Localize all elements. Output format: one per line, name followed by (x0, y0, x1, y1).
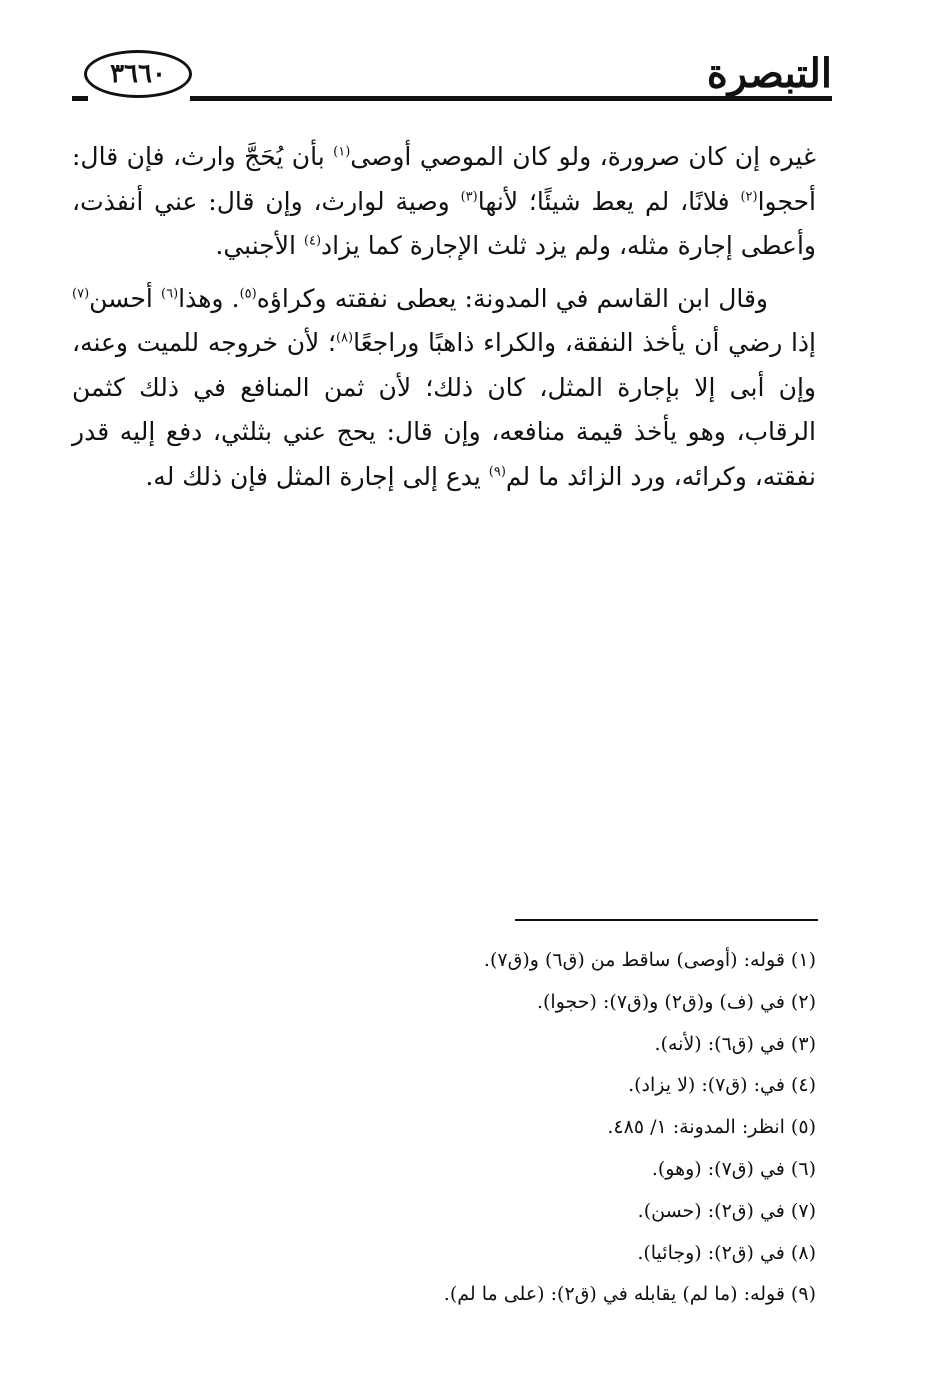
paragraph-1 (72, 135, 816, 269)
text-segment: إذا رضي أن يأخذ النفقة، والكراء ذاهبًا وراجعًا (353, 328, 816, 357)
footnote-marker: (٤) (303, 233, 322, 249)
text-segment: فلانًا، لم يعط شيئًا؛ لأنها (477, 186, 741, 216)
header-rule-left (72, 96, 88, 101)
footnote-3: (٣) في (ق٦): (لأنه). (654, 1032, 816, 1055)
footnotes (176, 940, 816, 1316)
footnote-8: (٨) في (ق٢): (وجائيا). (637, 1241, 816, 1264)
footnote-2: (٢) في (ف) و(ق٢) و(ق٧): (حجوا). (536, 990, 816, 1013)
header-rule (190, 96, 832, 101)
footnote-5: (٥) انظر: المدونة: ١/ ٤٨٥. (607, 1116, 816, 1139)
footnote-marker: (٢) (740, 189, 758, 205)
text-segment: وقال ابن القاسم في المدونة: يعطى نفقته وكراؤه (256, 283, 769, 313)
text-segment: أحسن (89, 283, 162, 313)
footnote-marker: (٦) (161, 286, 179, 302)
footnote-marker: (٧) (72, 286, 90, 302)
footnote-9: (٩) قوله: (ما لم) يقابله في (ق٢): (على ما لم). (443, 1283, 816, 1306)
footnote-7: (٧) في (ق٢): (حسن). (637, 1199, 816, 1222)
text-segment: غيره إن كان صرورة، ولو كان الموصي أوصى (350, 142, 816, 171)
page-header (72, 40, 832, 110)
text-segment: الأجنبي. (215, 231, 304, 260)
paragraph-2 (72, 277, 816, 500)
footnote-4: (٤) في: (ق٧): (لا يزاد). (628, 1074, 816, 1097)
footnote-marker: (٥) (239, 286, 257, 302)
footnote-marker: (٩) (488, 464, 506, 480)
footnote-marker: (٨) (335, 330, 354, 346)
book-title: التبصرة (706, 50, 832, 97)
text-segment: ؛ لأن خروجه للميت وعنه، وإن أبى إلا بإجارة المثل، كان ذلك؛ لأن ثمن المنافع في ذلك كثمن الرقاب، وهو يأخذ قيمة منافعه، وإن قال: يحج عني بثلثي، دفع إليه قدر نفقته، وكرائه، ورد الزائد ما لم (72, 328, 816, 491)
page-number-badge (84, 50, 192, 98)
footnote-marker: (١) (333, 144, 351, 160)
text-segment: بأن يُحَجَّ وارث، فإن قال: أحجوا (72, 142, 816, 216)
page-number: ٣٦٦٠ (110, 59, 166, 89)
footnote-1: (١) قوله: (أوصى) ساقط من (ق٦) و(ق٧). (483, 949, 816, 971)
footnote-separator (515, 919, 818, 921)
text-segment: وصية لوارث، وإن قال: عني أنفذت، وأعطى إجارة مثله، ولم يزد ثلث الإجارة كما يزاد (72, 186, 816, 260)
footnote-6: (٦) في (ق٧): (وهو). (651, 1157, 816, 1180)
footnote-marker: (٣) (460, 189, 478, 205)
text-segment: . وهذا (178, 283, 240, 313)
main-text (72, 135, 816, 499)
text-segment: يدع إلى إجارة المثل فإن ذلك له. (145, 461, 489, 491)
